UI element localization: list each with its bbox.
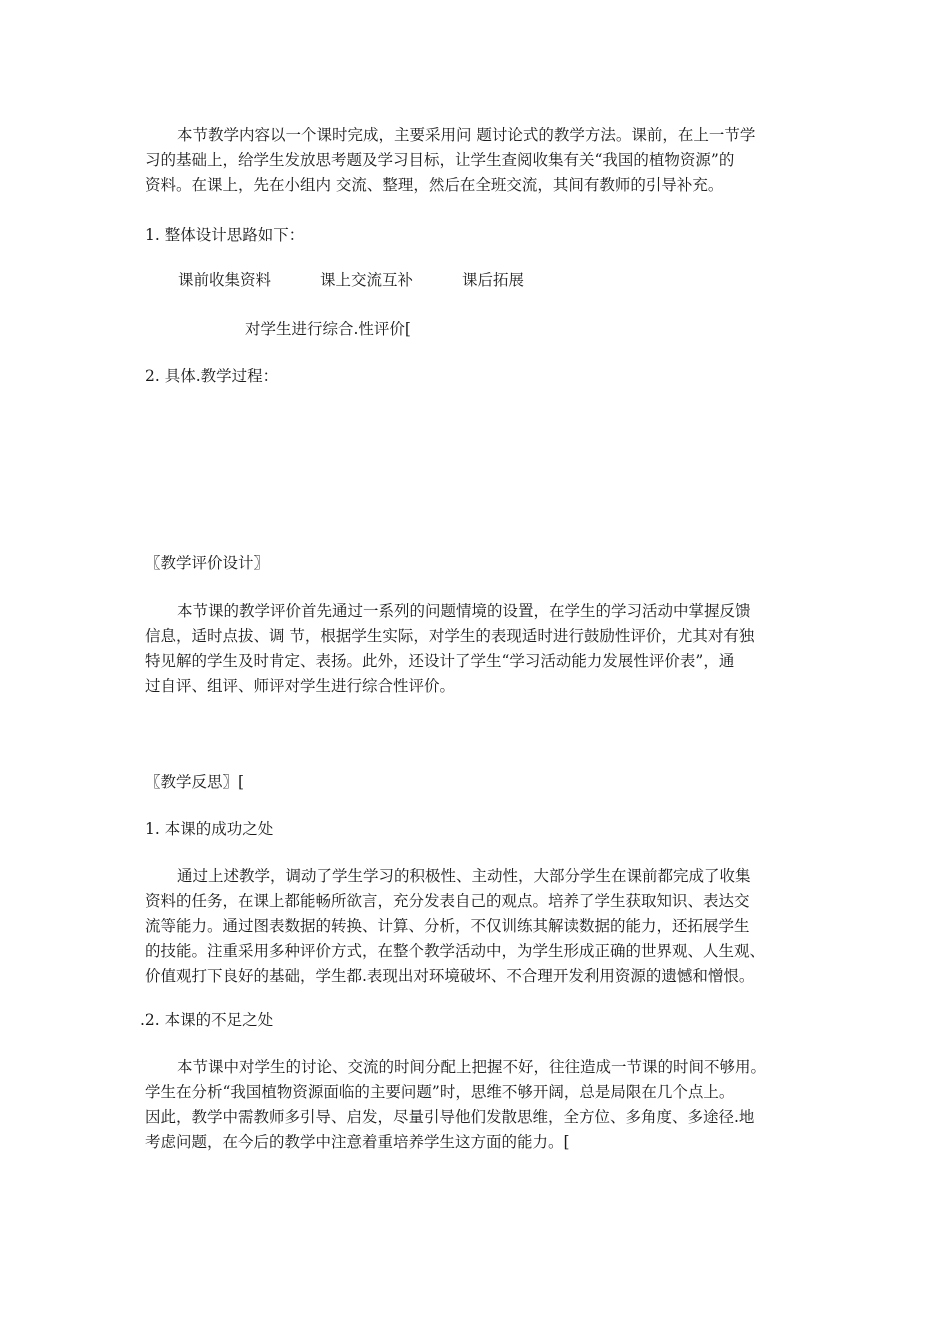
shortcoming-line: 本节课中对学生的讨论、交流的时间分配上把握不好，往往造成一节课的时间不够用。	[177, 1058, 767, 1076]
evaluation-design-heading: 〖教学评价设计〗	[145, 554, 270, 572]
shortcoming-paragraph	[145, 1055, 807, 1155]
intro-line: 习的基础上，给学生发放思考题及学习目标，让学生查阅收集有关“我国的植物资源”的	[145, 151, 735, 169]
success-line: 通过上述教学，调动了学生学习的积极性、主动性，大部分学生在课前都完成了收集	[177, 867, 751, 885]
flow-step-collect: 课前收集资料	[178, 271, 272, 289]
evaluation-step: 对学生进行综合.性评价[	[245, 320, 411, 338]
success-paragraph	[145, 864, 807, 989]
evaluation-design-paragraph	[145, 599, 807, 699]
process-heading: 2. 具体.教学过程：	[145, 367, 279, 385]
shortcoming-line: 考虑问题，在今后的教学中注意着重培养学生这方面的能力。[	[145, 1133, 570, 1151]
evaluation-line: 本节课的教学评价首先通过一系列的问题情境的设置，在学生的学习活动中掌握反馈	[177, 602, 751, 620]
reflection-heading: 〖教学反思〗[	[145, 773, 245, 791]
success-line: 资料的任务，在课上都能畅所欲言，充分发表自己的观点。培养了学生获取知识、表达交	[145, 892, 750, 910]
intro-line: 本节教学内容以一个课时完成，主要采用问 题讨论式的教学方法。课前，在上一节学	[177, 126, 756, 144]
evaluation-line: 过自评、组评、师评对学生进行综合性评价。	[145, 677, 456, 695]
evaluation-line: 信息，适时点拔、调 节，根据学生实际，对学生的表现适时进行鼓励性评价，尤其对有独	[145, 627, 755, 645]
intro-line: 资料。在课上，先在小组内 交流、整理，然后在全班交流，其间有教师的引导补充。	[145, 176, 724, 194]
shortcoming-heading: .2. 本课的不足之处	[140, 1011, 274, 1029]
success-line: 的技能。注重采用多种评价方式，在整个教学活动中，为学生形成正确的世界观、人生观、	[145, 942, 766, 960]
success-line: 流等能力。通过图表数据的转换、计算、分析，不仅训练其解读数据的能力，还拓展学生	[145, 917, 750, 935]
success-line: 价值观打下良好的基础，学生都.表现出对环境破坏、不合理开发利用资源的遗憾和憎恨。	[145, 967, 755, 985]
shortcoming-line: 因此，教学中需教师多引导、启发，尽量引导他们发散思维，全方位、多角度、多途径.地	[145, 1108, 755, 1126]
flow-step-exchange: 课上交流互补	[320, 271, 414, 289]
evaluation-line: 特见解的学生及时肯定、表扬。此外，还设计了学生“学习活动能力发展性评价表”，通	[145, 652, 735, 670]
flow-step-extend: 课后拓展	[462, 271, 525, 289]
success-heading: 1. 本课的成功之处	[145, 820, 274, 838]
design-heading: 1. 整体设计思路如下：	[145, 226, 305, 244]
intro-paragraph	[145, 123, 807, 198]
shortcoming-line: 学生在分析“我国植物资源面临的主要问题”时，思维不够开阔，总是局限在几个点上。	[145, 1083, 735, 1101]
